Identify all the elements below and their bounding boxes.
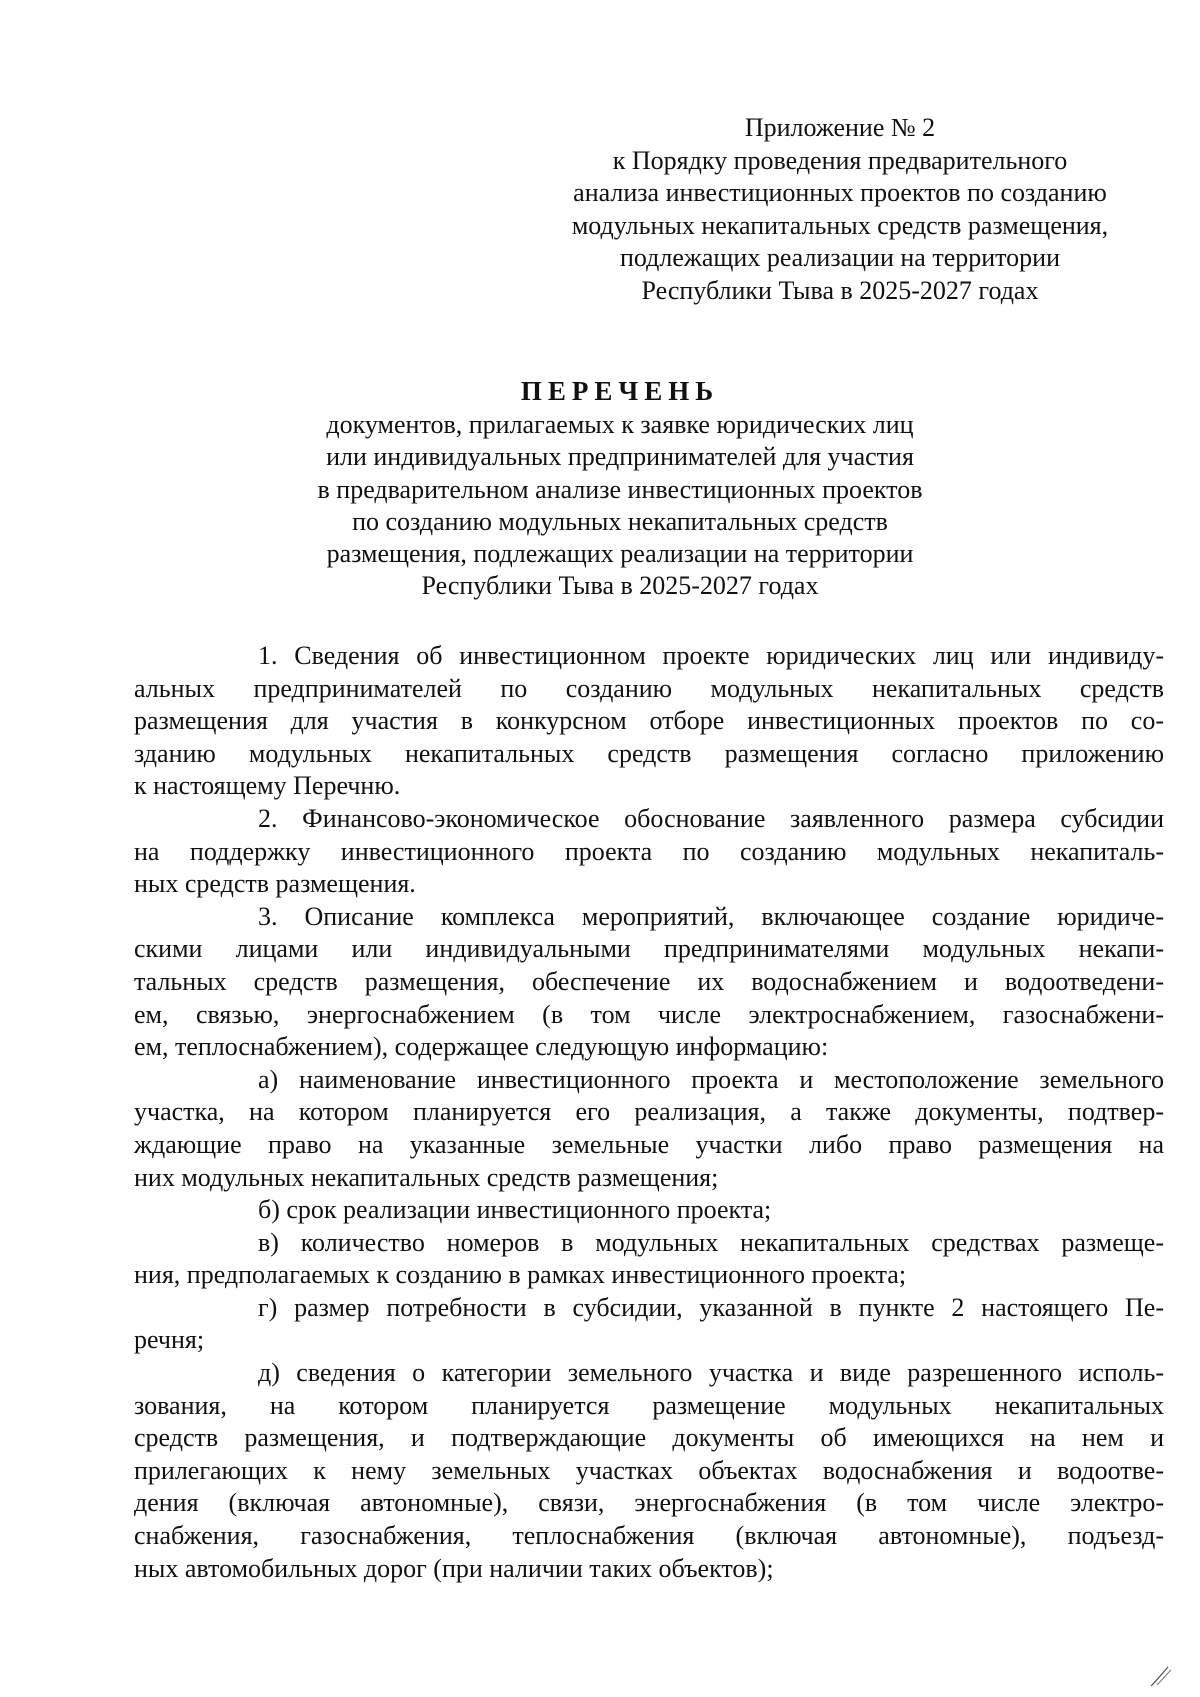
paragraph-line: скими лицами или индивидуальными предпринимателями модульных некапи- — [134, 934, 1164, 964]
title-block — [230, 374, 1010, 603]
paragraph-line: снабжения, газоснабжения, теплоснабжения (включая автономные), подъезд- — [134, 1521, 1164, 1551]
subtitle-line: в предварительном анализе инвестиционных проектов — [317, 474, 923, 504]
paragraph-line: ния, предполагаемых к созданию в рамках инвестиционного проекта; — [134, 1260, 907, 1290]
paragraph-line: участка, на котором планируется его реализация, а также документы, подтвер- — [134, 1097, 1164, 1127]
annex-line: анализа инвестиционных проектов по созданию — [573, 178, 1107, 207]
subtitle-line: по созданию модульных некапитальных средств — [352, 506, 888, 536]
subtitle-line: размещения, подлежащих реализации на территории — [326, 539, 914, 569]
paragraph — [134, 1292, 1164, 1357]
annex-line: Приложение № 2 — [744, 113, 936, 142]
paragraph-line: ных автомобильных дорог (при наличии таких объектов); — [134, 1553, 774, 1583]
annex-line: Республики Тыва в 2025-2027 годах — [641, 275, 1039, 305]
paragraph-line: размещения для участия в конкурсном отборе инвестиционных проектов по со- — [134, 706, 1164, 736]
paragraph — [134, 1357, 1164, 1585]
paragraph — [134, 901, 1164, 1064]
paragraph — [134, 640, 1164, 803]
signature-mark-icon — [1148, 1663, 1174, 1689]
paragraph — [134, 1194, 1164, 1227]
paragraph-line: 2. Финансово-экономическое обоснование заявленного размера субсидии — [258, 803, 1164, 833]
paragraph-line: на поддержку инвестиционного проекта по созданию модульных некапиталь- — [134, 836, 1164, 866]
paragraph-line: ем, связью, энергоснабжением (в том числе электроснабжением, газоснабжени- — [134, 999, 1164, 1029]
annex-line: к Порядку проведения предварительного — [612, 145, 1068, 175]
paragraph-line: ждающие право на указанные земельные участки либо право размещения на — [134, 1129, 1164, 1159]
annex-header — [560, 112, 1120, 307]
paragraph-line: тальных средств размещения, обеспечение их водоснабжением и водоотведени- — [134, 966, 1164, 996]
paragraph — [134, 1064, 1164, 1194]
paragraph-line: 3. Описание комплекса мероприятий, включающее создание юридиче- — [258, 901, 1164, 931]
subtitle-line: Республики Тыва в 2025-2027 годах — [421, 571, 819, 601]
paragraph-line: них модульных некапитальных средств размещения; — [134, 1162, 719, 1192]
paragraph-line: речня; — [134, 1325, 205, 1355]
document-body — [134, 640, 1164, 1585]
annex-line: модульных некапитальных средств размещения, — [571, 210, 1109, 240]
document-title: ПЕРЕЧЕНЬ — [520, 376, 720, 406]
paragraph-line: б) срок реализации инвестиционного проекта; — [258, 1195, 772, 1225]
paragraph-line: в) количество номеров в модульных некапитальных средствах размеще- — [258, 1227, 1164, 1257]
document-subtitle — [230, 409, 1010, 603]
paragraph-line: прилегающих к нему земельных участках объектах водоснабжения и водоотве- — [134, 1455, 1164, 1485]
paragraph-line: средств размещения, и подтверждающие документы об имеющихся на нем и — [134, 1423, 1164, 1453]
paragraph — [134, 803, 1164, 901]
paragraph-line: ных средств размещения. — [134, 869, 416, 899]
paragraph-line: дения (включая автономные), связи, энергоснабжения (в том числе электро- — [134, 1488, 1164, 1518]
annex-line: подлежащих реализации на территории — [619, 243, 1061, 272]
subtitle-line: или индивидуальных предпринимателей для участия — [326, 442, 914, 472]
paragraph-line: к настоящему Перечню. — [134, 771, 401, 801]
paragraph-line: ем, теплоснабжением), содержащее следующую информацию: — [134, 1032, 829, 1062]
paragraph — [134, 1227, 1164, 1292]
paragraph-line: г) размер потребности в субсидии, указанной в пункте 2 настоящего Пе- — [258, 1292, 1164, 1322]
subtitle-line: документов, прилагаемых к заявке юридических лиц — [326, 410, 914, 439]
paragraph-line: д) сведения о категории земельного участка и виде разрешенного исполь- — [258, 1358, 1164, 1388]
paragraph-line: 1. Сведения об инвестиционном проекте юридических лиц или индивиду- — [258, 641, 1164, 670]
paragraph-line: зования, на котором планируется размещение модульных некапитальных — [134, 1390, 1164, 1420]
paragraph-line: а) наименование инвестиционного проекта и местоположение земельного — [258, 1064, 1164, 1094]
paragraph-line: альных предпринимателей по созданию модульных некапитальных средств — [134, 673, 1164, 703]
paragraph-line: зданию модульных некапитальных средств размещения согласно приложению — [134, 738, 1164, 768]
